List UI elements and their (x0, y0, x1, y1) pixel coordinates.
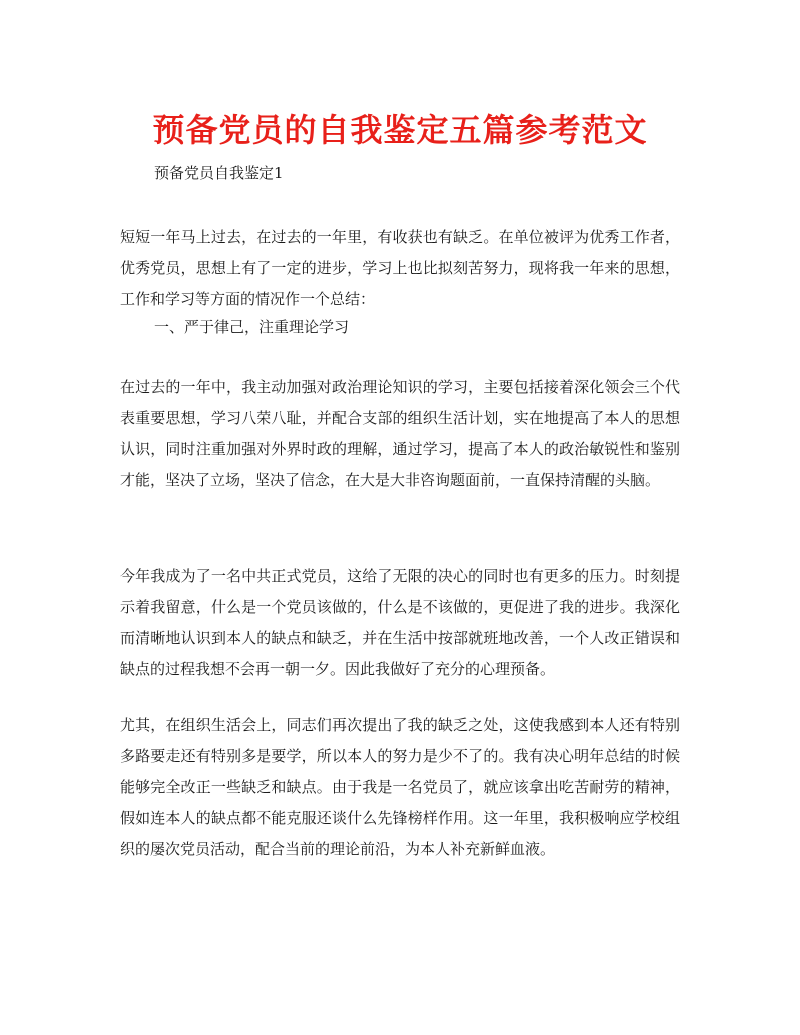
paragraph-full-member: 今年我成为了一名中共正式党员，这给了无限的决心的同时也有更多的压力。时刻提示着我留意，什么是一个党员该做的，什么是不该做的，更促进了我的进步。我深化而清晰地认识到本人的缺点和缺乏，并在生活中按部就班地改善，一个人改正错误和缺点的过程我想不会再一朝一夕。因此我做好了充分的心理预备。 (120, 567, 680, 678)
paragraph-organization-life: 尤其，在组织生活会上，同志们再次提出了我的缺乏之处，这使我感到本人还有特别多路要走还有特别多是要学，所以本人的努力是少不了的。我有决心明年总结的时候能够完全改正一些缺乏和缺点。由于我是一名党员了，就应该拿出吃苦耐劳的精神，假如连本人的缺点都不能克服还谈什么先锋榜样作用。这一年里，我积极响应学校组织的屡次党员活动，配合当前的理论前沿，为本人补充新鲜血液。 (120, 716, 680, 858)
document-title: 预备党员的自我鉴定五篇参考范文 (152, 111, 648, 149)
document-subtitle: 预备党员自我鉴定1 (154, 164, 284, 182)
paragraph-theory-study: 在过去的一年中，我主动加强对政治理论知识的学习，主要包括接着深化领会三个代表重要思想，学习八荣八耻，并配合支部的组织生活计划，实在地提高了本人的思想认识，同时注重加强对外界时政的理解，通过学习，提高了本人的政治敏锐性和鉴别才能，坚决了立场，坚决了信念，在大是大非咨询题面前，一直保持清醒的头脑。 (120, 378, 680, 489)
section-heading: 一、严于律己，注重理论学习 (154, 318, 350, 336)
paragraph-intro: 短短一年马上过去，在过去的一年里，有收获也有缺乏。在单位被评为优秀工作者，优秀党员，思想上有了一定的进步，学习上也比拟刻苦努力，现将我一年来的思想，工作和学习等方面的情况作一个总结： (120, 228, 680, 308)
